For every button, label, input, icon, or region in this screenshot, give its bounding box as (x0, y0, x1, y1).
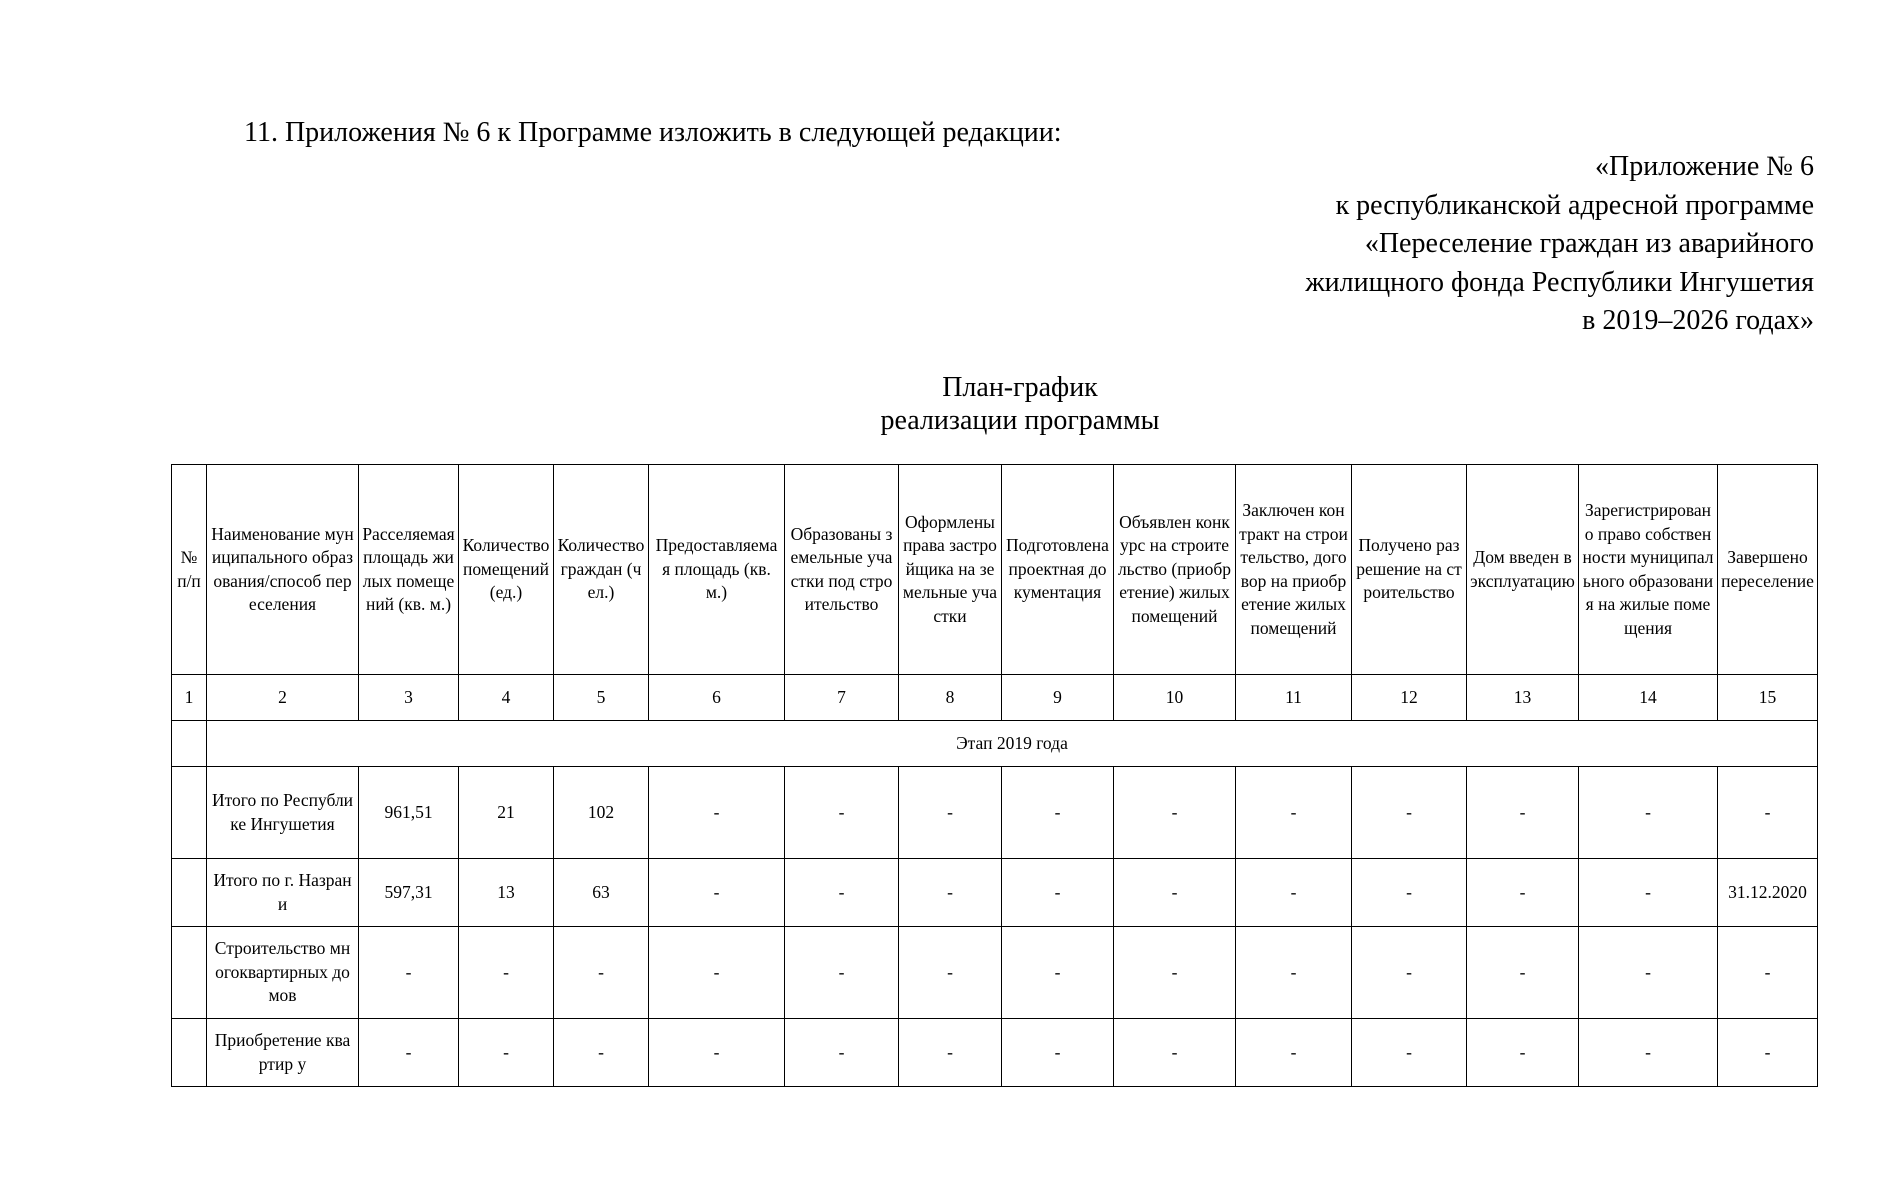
column-header: Количество граждан (чел.) (554, 465, 649, 675)
row-name-cell: Итого по г. Назрани (207, 859, 359, 927)
table-cell: - (554, 927, 649, 1019)
table-cell: - (1467, 1019, 1579, 1087)
row-number-cell (172, 859, 207, 927)
table-cell: - (1352, 767, 1467, 859)
appendix-line: к республиканской адресной программе (1335, 189, 1814, 221)
title-line: План-график (942, 372, 1098, 403)
table-cell: - (1718, 767, 1818, 859)
table-cell: - (554, 1019, 649, 1087)
table-cell: - (1579, 859, 1718, 927)
appendix-reference (1305, 148, 1814, 341)
table-cell: - (1352, 1019, 1467, 1087)
table-row (172, 927, 1818, 1019)
table-cell: - (1467, 927, 1579, 1019)
table-cell: - (1579, 1019, 1718, 1087)
column-number-cell: 14 (1579, 675, 1718, 721)
column-header: Завершено переселение (1718, 465, 1818, 675)
column-header: Оформлены права застройщика на земельные участки (899, 465, 1002, 675)
table-cell: - (1114, 859, 1236, 927)
column-header: Зарегистрировано право собственности муниципального образования на жилые помещения (1579, 465, 1718, 675)
table-cell: - (1002, 927, 1114, 1019)
column-header: Получено разрешение на строительство (1352, 465, 1467, 675)
appendix-line: в 2019–2026 годах» (1582, 305, 1814, 336)
header-row (172, 465, 1818, 675)
column-header: Предоставляемая площадь (кв. м.) (649, 465, 785, 675)
column-number-cell: 15 (1718, 675, 1818, 721)
table-cell: - (899, 1019, 1002, 1087)
row-name-cell: Итого по Республике Ингушетия (207, 767, 359, 859)
column-number-cell: 1 (172, 675, 207, 721)
appendix-line: жилищного фонда Республики Ингушетия (1305, 266, 1814, 298)
row-name-cell: Строительство многоквартирных домов (207, 927, 359, 1019)
column-header: Подготовлена проектная документация (1002, 465, 1114, 675)
intro-text: 11. Приложения № 6 к Программе изложить в следующей редакции: (244, 117, 1062, 148)
table-cell: - (785, 859, 899, 927)
column-number-cell: 12 (1352, 675, 1467, 721)
column-number-cell: 11 (1236, 675, 1352, 721)
column-header: Расселяемая площадь жилых помещений (кв. м.) (359, 465, 459, 675)
document-title (0, 371, 1892, 437)
table-cell: - (649, 859, 785, 927)
table-cell: 31.12.2020 (1718, 859, 1818, 927)
table-cell: - (1579, 927, 1718, 1019)
table-cell: 102 (554, 767, 649, 859)
table-cell: - (649, 1019, 785, 1087)
table-cell: - (459, 1019, 554, 1087)
table-cell: - (785, 927, 899, 1019)
column-header: Заключен контракт на строительство, договор на приобретение жилых помещений (1236, 465, 1352, 675)
column-header: Количество помещений (ед.) (459, 465, 554, 675)
table-cell: - (1002, 767, 1114, 859)
table-cell: 21 (459, 767, 554, 859)
column-numbers-row (172, 675, 1818, 721)
stage-number-cell (172, 721, 207, 767)
table-row (172, 1019, 1818, 1087)
table-cell: - (1718, 1019, 1818, 1087)
table-cell: - (1236, 767, 1352, 859)
column-number-cell: 2 (207, 675, 359, 721)
table-cell: 13 (459, 859, 554, 927)
column-number-cell: 5 (554, 675, 649, 721)
title-line: реализации программы (880, 405, 1160, 436)
table-cell: - (1114, 927, 1236, 1019)
row-number-cell (172, 927, 207, 1019)
column-number-cell: 8 (899, 675, 1002, 721)
table-cell: - (359, 1019, 459, 1087)
table-cell: - (1114, 1019, 1236, 1087)
column-header: № п/п (172, 465, 207, 675)
table-cell: - (1236, 859, 1352, 927)
table-cell: - (1579, 767, 1718, 859)
row-number-cell (172, 767, 207, 859)
table-cell: 63 (554, 859, 649, 927)
column-number-cell: 10 (1114, 675, 1236, 721)
column-number-cell: 4 (459, 675, 554, 721)
table-cell: 961,51 (359, 767, 459, 859)
table-cell: - (1002, 1019, 1114, 1087)
row-name-cell: Приобретение квартир у (207, 1019, 359, 1087)
table-cell: - (1352, 927, 1467, 1019)
column-header: Наименование муниципального образования/способ переселения (207, 465, 359, 675)
column-header: Образованы земельные участки под строительство (785, 465, 899, 675)
column-number-cell: 9 (1002, 675, 1114, 721)
table-cell: - (785, 767, 899, 859)
table-cell: - (1114, 767, 1236, 859)
appendix-line: «Приложение № 6 (1595, 151, 1814, 182)
table-cell: - (1352, 859, 1467, 927)
table-cell: - (649, 927, 785, 1019)
column-header: Дом введен в эксплуатацию (1467, 465, 1579, 675)
table-cell: - (1467, 859, 1579, 927)
table-cell: - (359, 927, 459, 1019)
table-cell: - (785, 1019, 899, 1087)
stage-row (172, 721, 1818, 767)
column-number-cell: 7 (785, 675, 899, 721)
table-cell: - (899, 767, 1002, 859)
table-row (172, 767, 1818, 859)
table-cell: - (649, 767, 785, 859)
table-cell: - (1002, 859, 1114, 927)
stage-label: Этап 2019 года (207, 721, 1818, 767)
table-cell: - (899, 859, 1002, 927)
table-cell: - (1467, 767, 1579, 859)
table-cell: 597,31 (359, 859, 459, 927)
column-number-cell: 3 (359, 675, 459, 721)
table-cell: - (459, 927, 554, 1019)
appendix-line: «Переселение граждан из аварийного (1364, 228, 1814, 259)
table-cell: - (1236, 927, 1352, 1019)
column-number-cell: 13 (1467, 675, 1579, 721)
column-header: Объявлен конкурс на строительство (приобретение) жилых помещений (1114, 465, 1236, 675)
plan-schedule-table (171, 464, 1818, 1087)
column-number-cell: 6 (649, 675, 785, 721)
row-number-cell (172, 1019, 207, 1087)
table-row (172, 859, 1818, 927)
table-cell: - (1236, 1019, 1352, 1087)
table-cell: - (1718, 927, 1818, 1019)
table-cell: - (899, 927, 1002, 1019)
